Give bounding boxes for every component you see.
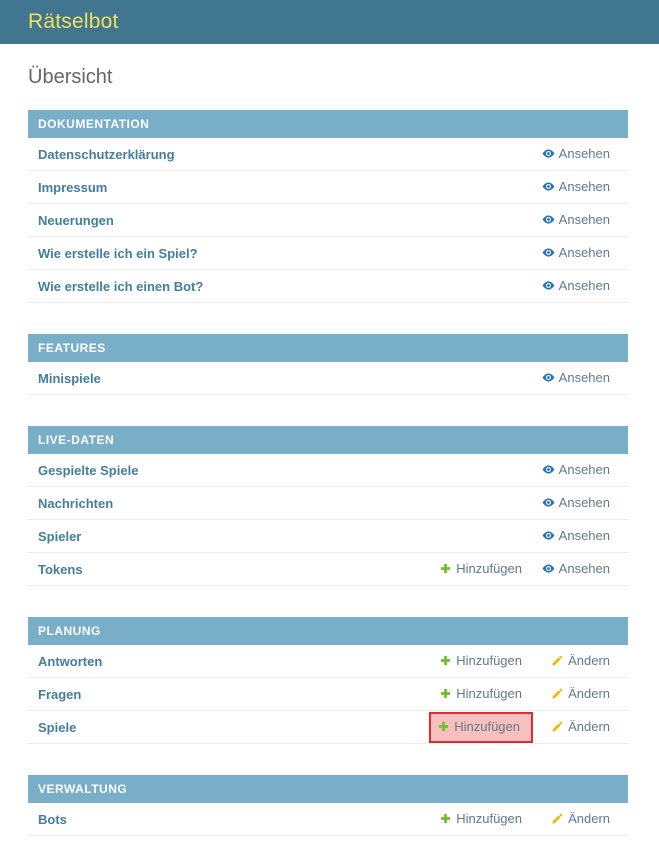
table-row-gespielte-spiele [28,454,628,487]
add-cell [402,652,522,670]
eye-icon [542,180,555,193]
model-link-fragen[interactable]: Fragen [38,686,82,702]
view-change-cell [522,652,628,670]
plus-icon [439,562,452,575]
view-link-wie-erstelle-ich-einen-bot[interactable] [542,278,610,293]
model-link-tokens[interactable]: Tokens [38,561,83,577]
view-link-label: Ansehen [558,245,610,260]
change-link-label: Ändern [568,653,610,668]
section-caption: PLANUNG [28,617,628,645]
add-cell [402,560,522,578]
change-link-fragen[interactable] [551,686,610,701]
table-row-wie-erstelle-ich-ein-spiel [28,237,628,270]
view-link-label: Ansehen [558,528,610,543]
view-change-cell [522,718,628,736]
pencil-icon [551,687,564,700]
model-link-gespielte-spiele[interactable]: Gespielte Spiele [38,462,139,478]
eye-icon [542,371,555,384]
view-link-label: Ansehen [558,495,610,510]
view-change-cell [522,685,628,703]
add-cell [402,712,522,743]
section-live-daten [28,426,628,586]
view-link-impressum[interactable] [542,179,610,194]
eye-icon [542,246,555,259]
model-link-wie-erstelle-ich-ein-spiel[interactable]: Wie erstelle ich ein Spiel? [38,245,198,261]
add-cell [402,685,522,703]
view-change-cell [522,178,628,196]
add-cell [402,810,522,828]
model-link-nachrichten[interactable]: Nachrichten [38,495,114,511]
add-link-antworten[interactable] [439,653,522,668]
section-caption: LIVE-DATEN [28,426,628,454]
view-change-cell [522,560,628,578]
view-change-cell [522,211,628,229]
view-change-cell [522,145,628,163]
view-link-label: Ansehen [558,370,610,385]
view-link-label: Ansehen [558,561,610,576]
view-link-label: Ansehen [558,278,610,293]
view-link-neuerungen[interactable] [542,212,610,227]
table-row-impressum [28,171,628,204]
model-link-antworten[interactable]: Antworten [38,653,103,669]
pencil-icon [551,812,564,825]
view-change-cell [522,810,628,828]
view-change-cell [522,244,628,262]
model-link-wie-erstelle-ich-einen-bot[interactable]: Wie erstelle ich einen Bot? [38,278,204,294]
add-link-bots[interactable] [439,811,522,826]
change-link-spiele[interactable] [551,719,610,734]
add-link-label: Hinzufügen [454,718,520,734]
eye-icon [542,463,555,476]
eye-icon [542,213,555,226]
model-link-neuerungen[interactable]: Neuerungen [38,212,114,228]
section-planung [28,617,628,744]
table-row-tokens [28,553,628,586]
change-link-bots[interactable] [551,811,610,826]
table-row-fragen [28,678,628,711]
page-title: Übersicht [28,66,113,88]
table-row-spiele [28,711,628,744]
view-link-minispiele[interactable] [542,370,610,385]
view-link-label: Ansehen [558,462,610,477]
table-row-wie-erstelle-ich-einen-bot [28,270,628,303]
model-link-datenschutzerkl-rung[interactable]: Datenschutzerklärung [38,146,175,162]
table-row-neuerungen [28,204,628,237]
view-link-wie-erstelle-ich-ein-spiel[interactable] [542,245,610,260]
view-change-cell [522,369,628,387]
section-caption: DOKUMENTATION [28,110,628,138]
table-row-nachrichten [28,487,628,520]
plus-icon [439,687,452,700]
table-row-datenschutzerkl-rung [28,138,628,171]
change-link-label: Ändern [568,719,610,734]
model-link-impressum[interactable]: Impressum [38,179,108,195]
section-dokumentation [28,110,628,303]
plus-icon [437,720,450,733]
view-link-label: Ansehen [558,179,610,194]
view-link-datenschutzerkl-rung[interactable] [542,146,610,161]
model-link-spieler[interactable]: Spieler [38,528,82,544]
add-link-fragen[interactable] [439,686,522,701]
eye-icon [542,562,555,575]
view-link-gespielte-spiele[interactable] [542,462,610,477]
app-title-link[interactable]: Rätselbot [28,10,119,33]
add-link-label: Hinzufügen [456,811,522,826]
view-change-cell [522,277,628,295]
view-link-label: Ansehen [558,146,610,161]
table-row-spieler [28,520,628,553]
view-link-nachrichten[interactable] [542,495,610,510]
target-highlight-box [429,712,533,743]
model-link-bots[interactable]: Bots [38,811,67,827]
add-link-spiele[interactable] [437,719,520,734]
view-change-cell [522,461,628,479]
table-row-minispiele [28,362,628,395]
section-verwaltung [28,775,628,836]
pencil-icon [551,720,564,733]
model-link-minispiele[interactable]: Minispiele [38,370,101,386]
view-link-spieler[interactable] [542,528,610,543]
change-link-label: Ändern [568,811,610,826]
app-header [0,0,659,44]
eye-icon [542,147,555,160]
add-link-tokens[interactable] [439,561,522,576]
add-link-label: Hinzufügen [456,561,522,576]
section-caption: VERWALTUNG [28,775,628,803]
model-link-spiele[interactable]: Spiele [38,719,77,735]
add-link-label: Hinzufügen [456,653,522,668]
change-link-antworten[interactable] [551,653,610,668]
table-row-bots [28,803,628,836]
add-link-label: Hinzufügen [456,686,522,701]
section-caption: FEATURES [28,334,628,362]
view-change-cell [522,527,628,545]
view-change-cell [522,494,628,512]
pencil-icon [551,654,564,667]
plus-icon [439,812,452,825]
main-content [0,65,659,836]
table-row-antworten [28,645,628,678]
section-features [28,334,628,395]
eye-icon [542,496,555,509]
view-link-label: Ansehen [558,212,610,227]
app-list [28,110,628,836]
view-link-tokens[interactable] [542,561,610,576]
plus-icon [439,654,452,667]
change-link-label: Ändern [568,686,610,701]
eye-icon [542,529,555,542]
eye-icon [542,279,555,292]
